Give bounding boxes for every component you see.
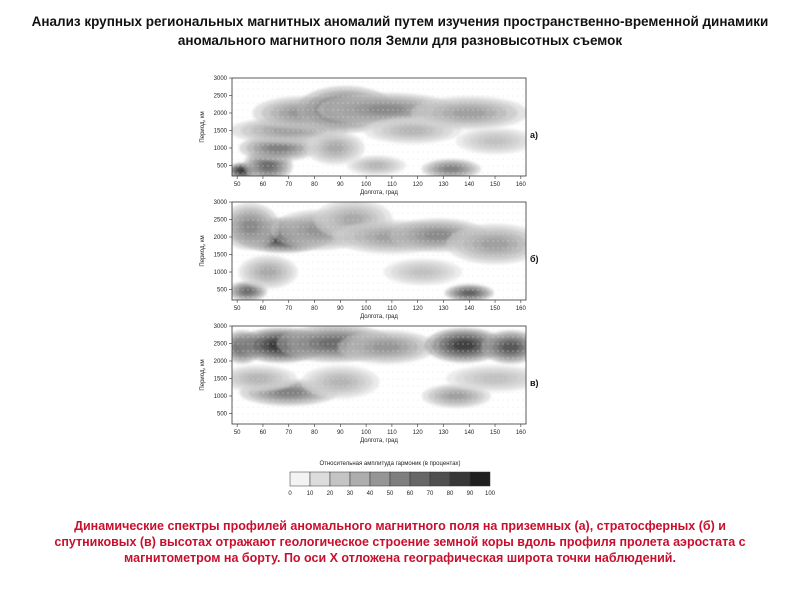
- y-tick-label: 2000: [213, 235, 227, 241]
- colorbar-tick-label: 90: [466, 491, 474, 497]
- x-tick-label: 130: [438, 182, 449, 188]
- y-axis-label: Период, км: [200, 111, 206, 143]
- x-tick-label: 160: [515, 182, 526, 188]
- x-tick-label: 70: [285, 306, 293, 312]
- colorbar-swatch: [290, 472, 310, 486]
- y-tick-label: 500: [216, 411, 227, 418]
- x-tick-label: 140: [464, 182, 475, 188]
- heatmap-blob: [412, 268, 434, 276]
- colorbar-title: Относительная амплитуда гармоник (в процентах): [319, 461, 461, 467]
- y-axis-label: Период, км: [200, 235, 206, 267]
- x-tick-label: 70: [285, 430, 293, 436]
- x-tick-label: 150: [490, 430, 501, 436]
- spectrum-chart-c: [190, 322, 535, 447]
- x-tick-label: 120: [412, 182, 423, 188]
- heatmap-blob: [261, 161, 275, 170]
- y-tick-label: 500: [216, 163, 227, 170]
- x-axis-label: Долгота, град: [360, 190, 398, 196]
- page-title: Анализ крупных региональных магнитных аномалий путем изучения пространственно-временной динамики аномального магнитного поля Земли для разновысотных съемок: [31, 14, 769, 48]
- panel-label-c: в): [530, 378, 539, 388]
- colorbar-chart: [270, 456, 510, 502]
- colorbar-tick-label: 10: [306, 491, 314, 497]
- colorbar-tick-label: 40: [366, 491, 374, 497]
- colorbar-tick-label: 20: [326, 491, 334, 497]
- colorbar-tick-label: 80: [446, 491, 454, 497]
- colorbar-swatch: [310, 472, 330, 486]
- colorbar-legend: [270, 456, 510, 502]
- x-tick-label: 60: [259, 182, 267, 188]
- spectrum-panel-a: [190, 74, 539, 199]
- heatmap-blob: [484, 137, 506, 145]
- y-tick-label: 1000: [213, 146, 227, 152]
- y-tick-label: 2000: [213, 359, 227, 365]
- heatmap-blob: [367, 105, 406, 114]
- y-tick-label: 3000: [213, 200, 227, 206]
- x-tick-label: 140: [464, 306, 475, 312]
- colorbar-tick-label: 70: [426, 491, 434, 497]
- heatmap-blob: [481, 238, 509, 249]
- heatmap-blob: [399, 127, 427, 135]
- heatmap-blob: [267, 144, 289, 152]
- x-tick-label: 60: [259, 306, 267, 312]
- y-tick-label: 3000: [213, 324, 227, 330]
- heatmap-blob: [443, 166, 460, 172]
- heatmap-blob: [502, 342, 519, 351]
- y-tick-label: 2500: [213, 93, 227, 100]
- x-tick-label: 110: [387, 306, 397, 312]
- panel-label-b: б): [530, 254, 539, 264]
- colorbar-swatch: [430, 472, 450, 486]
- heatmap-blob: [242, 288, 253, 294]
- y-tick-label: 1000: [213, 394, 227, 400]
- x-tick-label: 100: [361, 430, 372, 436]
- y-tick-label: 2000: [213, 111, 227, 117]
- x-tick-label: 110: [387, 182, 397, 188]
- x-tick-label: 50: [233, 182, 241, 188]
- y-tick-label: 1500: [213, 252, 227, 259]
- spectrum-chart-b: [190, 198, 535, 323]
- heatmap-blob: [242, 220, 259, 233]
- heatmap-blob: [327, 143, 344, 152]
- colorbar-tick-label: 60: [406, 491, 414, 497]
- x-tick-label: 150: [490, 182, 501, 188]
- spectrum-chart-a: [190, 74, 535, 199]
- colorbar-swatch: [390, 472, 410, 486]
- y-tick-label: 1500: [213, 128, 227, 135]
- y-tick-label: 500: [216, 287, 227, 294]
- y-tick-label: 2500: [213, 341, 227, 348]
- x-tick-label: 120: [412, 430, 423, 436]
- x-tick-label: 80: [311, 430, 318, 436]
- x-tick-label: 90: [336, 306, 344, 312]
- x-tick-label: 130: [438, 430, 449, 436]
- heatmap-blob: [260, 267, 277, 276]
- x-axis-label: Долгота, град: [360, 438, 398, 444]
- x-tick-label: 160: [515, 430, 526, 436]
- x-tick-label: 70: [285, 182, 293, 188]
- heatmap-blob: [462, 291, 476, 296]
- colorbar-tick-label: 100: [484, 491, 496, 497]
- x-tick-label: 120: [412, 306, 423, 312]
- x-tick-label: 100: [361, 306, 372, 312]
- x-tick-label: 130: [438, 306, 449, 312]
- heatmap-blob: [329, 377, 351, 386]
- spectrum-panel-c: [190, 322, 539, 447]
- x-axis-label: Долгота, град: [360, 314, 398, 320]
- x-tick-label: 100: [361, 182, 372, 188]
- x-tick-label: 50: [233, 430, 241, 436]
- x-tick-label: 50: [233, 306, 241, 312]
- x-tick-label: 110: [387, 430, 397, 436]
- colorbar-swatch: [350, 472, 370, 486]
- y-tick-label: 3000: [213, 76, 227, 82]
- heatmap-blob: [368, 163, 385, 169]
- x-tick-label: 90: [336, 430, 344, 436]
- colorbar-tick-label: 0: [288, 491, 292, 497]
- x-tick-label: 60: [259, 430, 267, 436]
- spectrum-panel-b: [190, 198, 539, 323]
- figure-caption: Динамические спектры профилей аномального магнитного поля на приземных (а), стратосферных (б) и спутниковых (в) высотах отражают геологическое строение земной коры вдоль профиля пролета аэростата с магнитометром на борту. По оси X отложена географическая широта точки наблюдений.: [54, 519, 746, 565]
- heatmap-blob: [447, 393, 466, 400]
- x-tick-label: 150: [490, 306, 501, 312]
- colorbar-swatch: [450, 472, 470, 486]
- colorbar-swatch: [330, 472, 350, 486]
- colorbar-swatch: [370, 472, 390, 486]
- y-tick-label: 2500: [213, 217, 227, 224]
- colorbar-tick-label: 30: [346, 491, 354, 497]
- panel-label-a: а): [530, 130, 539, 140]
- x-tick-label: 80: [311, 182, 318, 188]
- colorbar-swatch: [410, 472, 430, 486]
- colorbar-swatch: [470, 472, 490, 486]
- y-axis-label: Период, км: [200, 359, 206, 391]
- colorbar-tick-label: 50: [386, 491, 394, 497]
- heatmap-blob: [453, 340, 475, 350]
- x-tick-label: 160: [515, 306, 526, 312]
- y-tick-label: 1000: [213, 270, 227, 276]
- heatmap-blob: [275, 389, 303, 397]
- x-tick-label: 90: [336, 182, 344, 188]
- heatmap-blob: [453, 108, 486, 117]
- x-tick-label: 80: [311, 306, 318, 312]
- heatmap-blob: [481, 375, 509, 383]
- heatmap-blob: [373, 342, 401, 351]
- x-tick-label: 140: [464, 430, 475, 436]
- heatmap-blob: [247, 375, 269, 383]
- y-tick-label: 1500: [213, 376, 227, 383]
